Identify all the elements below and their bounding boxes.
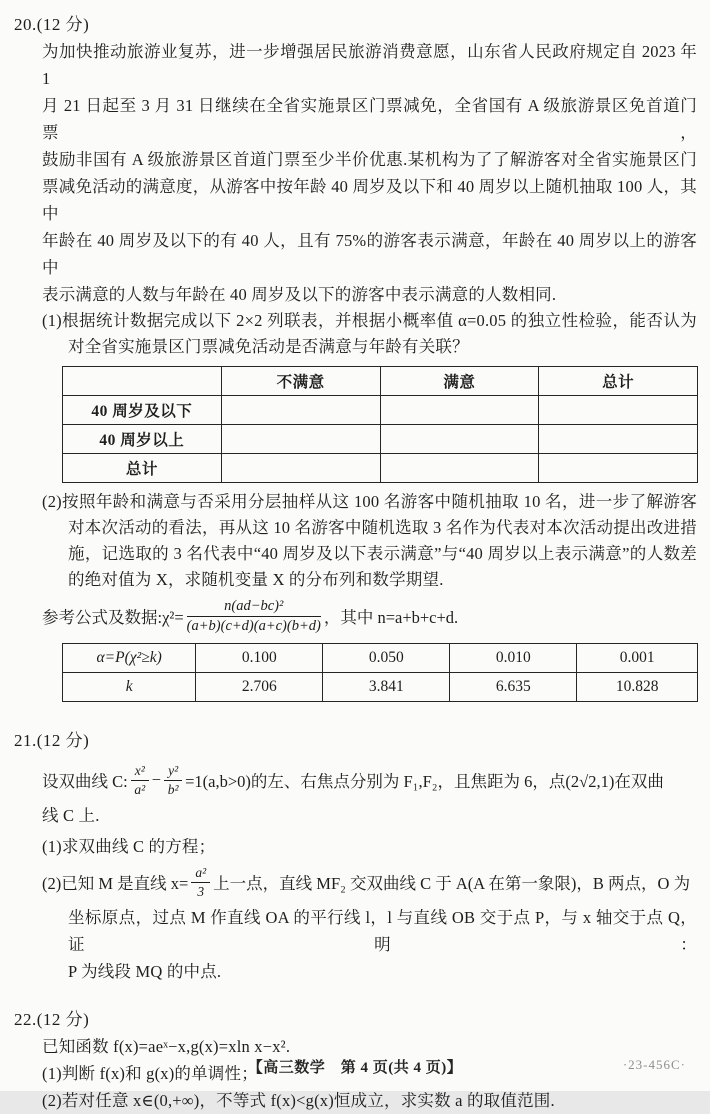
empty-cell [221,425,380,454]
table-row [63,396,698,425]
paragraph-line: 为加快推动旅游业复苏，进一步增强居民旅游消费意愿，山东省人民政府规定自 2023 年 1 [42,42,697,88]
formula-suffix: ，其中 n=a+b+c+d. [323,608,459,627]
empty-cell [380,425,539,454]
fraction-numerator: x² [131,763,149,781]
question-20-part1 [42,308,697,360]
question-21-part1: (1)求双曲线 C 的方程； [42,837,216,856]
question-22-part1: (1)判断 f(x)和 g(x)的单调性； [42,1064,258,1083]
question-20-body [42,38,697,702]
k-value: 2.706 [196,673,323,702]
empty-cell [380,396,539,425]
math-segment: 设双曲线 C: [42,772,128,791]
question-22-heading: 22.(12 分) [14,1010,90,1029]
k-value: 6.635 [450,673,577,702]
paragraph-line: 施，记选取的 3 名代表中“40 周岁及以下表示满意”与“40 周岁以上表示满意”的人数差 [68,544,697,563]
question-21-body [42,758,697,985]
question-21-part2-line1 [42,860,697,904]
empty-cell [221,454,380,483]
footer-page-indicator: 【高三数学 第 4 页(共 4 页)】 [247,1060,463,1076]
paragraph-line: 对本次活动的看法，再从这 10 名游客中随机选取 3 名作为代表对本次活动提出改进措 [68,518,697,537]
formula-prefix: 参考公式及数据:χ²= [42,608,184,627]
paragraph-line: (1)根据统计数据完成以下 2×2 列联表，并根据小概率值 α=0.05 的独立性检验，能否认为 [42,311,697,330]
paragraph-line: 月 21 日起至 3 月 31 日继续在全省实施景区门票减免，全省国有 A 级旅游景区免首道门票， [42,96,697,142]
critical-value-table [62,643,698,702]
hyperbola-equation-line [42,758,697,802]
question-21-heading: 21.(12 分) [14,731,90,750]
paragraph-line: 对全省实施景区门票减免活动是否满意与年龄有关联？ [68,337,469,356]
empty-cell [539,396,698,425]
paragraph-line: 线 C 上. [42,806,100,825]
alpha-value: 0.100 [196,644,323,673]
question-20-part2 [42,489,697,593]
table-row [63,673,698,702]
fraction-numerator: y² [164,763,182,781]
alpha-value: 0.050 [323,644,450,673]
k-value: 3.841 [323,673,450,702]
column-header-satisfied: 满意 [380,367,539,396]
row-label: 总计 [63,454,222,483]
a-squared-thirds-fraction [191,865,210,899]
paragraph-line: 票减免活动的满意度，从游客中按年龄 40 周岁及以下和 40 周岁以上随机抽取 100 人，其中 [42,177,697,223]
function-definition-line: 已知函数 f(x)=aeˣ−x,g(x)=xln x−x². [42,1037,291,1056]
math-segment: 上一点，直线 MF₂ 交双曲线 C 于 A(A 在第一象限)，B 两点，O 为 [213,874,691,893]
empty-cell [539,454,698,483]
table-header-row [63,367,698,396]
empty-header-cell [63,367,222,396]
fraction-denominator: (a+b)(c+d)(a+c)(b+d) [186,617,321,634]
paragraph-line: 表示满意的人数与年龄在 40 周岁及以下的游客中表示满意的人数相同. [42,285,557,304]
column-header-total: 总计 [539,367,698,396]
alpha-value: 0.001 [577,644,698,673]
math-segment: − [151,770,162,789]
paragraph-line: 鼓励非国有 A 级旅游景区首道门票至少半价优惠.某机构为了了解游客对全省实施景区门 [42,150,697,169]
fraction-denominator: b² [167,781,179,797]
column-header-unsatisfied: 不满意 [221,367,380,396]
question-21 [14,728,697,985]
fraction-denominator: a² [134,781,146,797]
empty-cell [380,454,539,483]
table-row [63,644,698,673]
paragraph-line: 年龄在 40 周岁及以下的有 40 人，且有 75%的游客表示满意，年龄在 40 周岁以上的游客中 [42,231,697,277]
empty-cell [539,425,698,454]
fraction-numerator: n(ad−bc)² [187,598,321,617]
question-20 [14,12,697,702]
k-label-cell: k [63,673,196,702]
math-segment: (2)已知 M 是直线 x= [42,874,189,893]
fraction-numerator: a² [191,865,210,883]
paragraph-line: (2)按照年龄和满意与否采用分层抽样从这 100 名游客中随机抽取 10 名，进一步了解游客 [42,492,697,511]
question-20-heading: 20.(12 分) [14,15,90,34]
x-squared-fraction [131,763,149,797]
reference-formula [42,595,697,637]
y-squared-fraction [164,763,182,797]
paragraph-line: 坐标原点，过点 M 作直线 OA 的平行线 l，l 与直线 OB 交于点 P，与 x 轴交于点 Q，证明： [68,908,697,954]
contingency-table [62,366,698,483]
question-22-part2: (2)若对任意 x∈(0,+∞)，不等式 f(x)<g(x)恒成立，求实数 a 的取值范围. [42,1091,555,1110]
table-row [63,425,698,454]
k-value: 10.828 [577,673,698,702]
alpha-value: 0.010 [450,644,577,673]
empty-cell [221,396,380,425]
footer-paper-code: ·23-456C· [622,1057,686,1072]
alpha-label-cell: α=P(χ²≥k) [63,644,196,673]
paragraph-line: 的绝对值为 X，求随机变量 X 的分布列和数学期望. [68,570,444,589]
chi-square-fraction [187,598,321,634]
paragraph-line: P 为线段 MQ 的中点. [68,962,222,981]
table-row [63,454,698,483]
fraction-denominator: 3 [197,883,205,899]
math-segment: =1(a,b>0)的左、右焦点分别为 F₁,F₂，且焦距为 6，点(2√2,1)在双曲 [185,772,664,791]
row-label: 40 周岁以上 [63,425,222,454]
page-footer [0,1056,710,1080]
row-label: 40 周岁及以下 [63,396,222,425]
